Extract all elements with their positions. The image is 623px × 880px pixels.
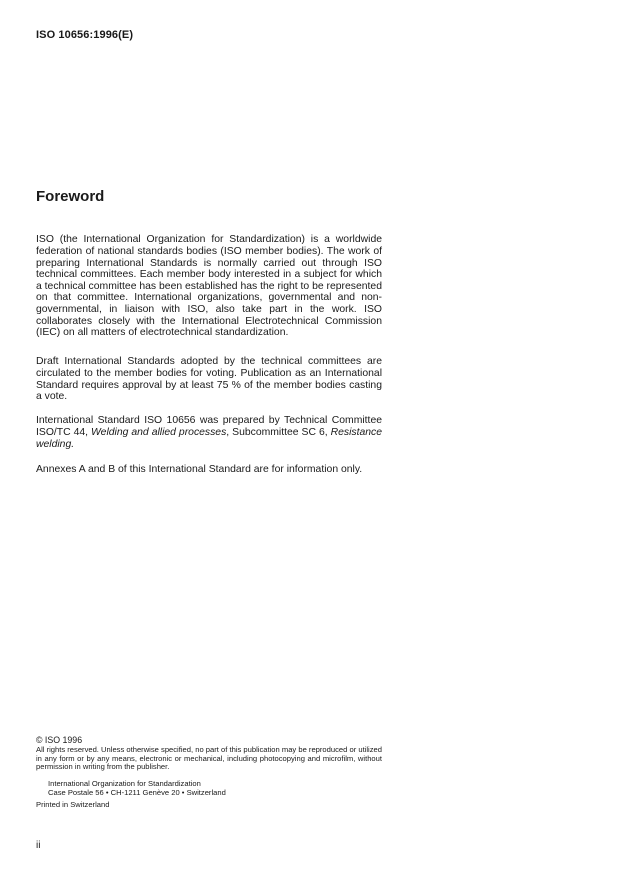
foreword-heading: Foreword (36, 188, 105, 205)
p3-text-a: International Standard ISO 10656 was prepared by Technical Committee ISO/TC 44, (36, 415, 382, 438)
foreword-paragraph-1: ISO (the International Organization for Standardization) is a worldwide federation of national standards bodies (ISO member bodies). The work of preparing International Standards is normally carried out through ISO technical committees. Each member body interested in a subject for which a technical committee has been established has the right to be represented on that committee. International organizations, governmental and non-governmental, in liaison with ISO, also take part in the work. ISO collaborates closely with the International Electrotechnical Commission (IEC) on all matters of electrotechnical standardization. (36, 234, 382, 339)
p3-sc-title: Resistance welding. (36, 426, 383, 450)
page-number: ii (36, 840, 41, 851)
rights-statement: All rights reserved. Unless otherwise specified, no part of this publication may be reproduced or utilized in any form or by any means, electronic or mechanical, including photocopying and microfilm, without permission in writing from the publisher. (36, 745, 382, 772)
foreword-paragraph-4: Annexes A and B of this International Standard are for information only. (36, 464, 363, 476)
foreword-paragraph-3 (36, 415, 382, 450)
publisher-address: Case Postale 56 • CH-1211 Genève 20 • Switzerland (48, 788, 226, 797)
copyright-notice: © ISO 1996 (36, 735, 83, 745)
document-id: ISO 10656:1996(E) (36, 29, 134, 41)
foreword-paragraph-2: Draft International Standards adopted by the technical committees are circulated to the member bodies for voting. Publication as an International Standard requires approval by at least 75 % of the member bodies casting a vote. (36, 356, 382, 403)
printed-in: Printed in Switzerland (36, 800, 110, 809)
p3-text-c: , Subcommittee SC 6, (226, 426, 331, 438)
p3-tc-title: Welding and allied processes (91, 426, 227, 438)
publisher-name: International Organization for Standardization (48, 779, 201, 788)
